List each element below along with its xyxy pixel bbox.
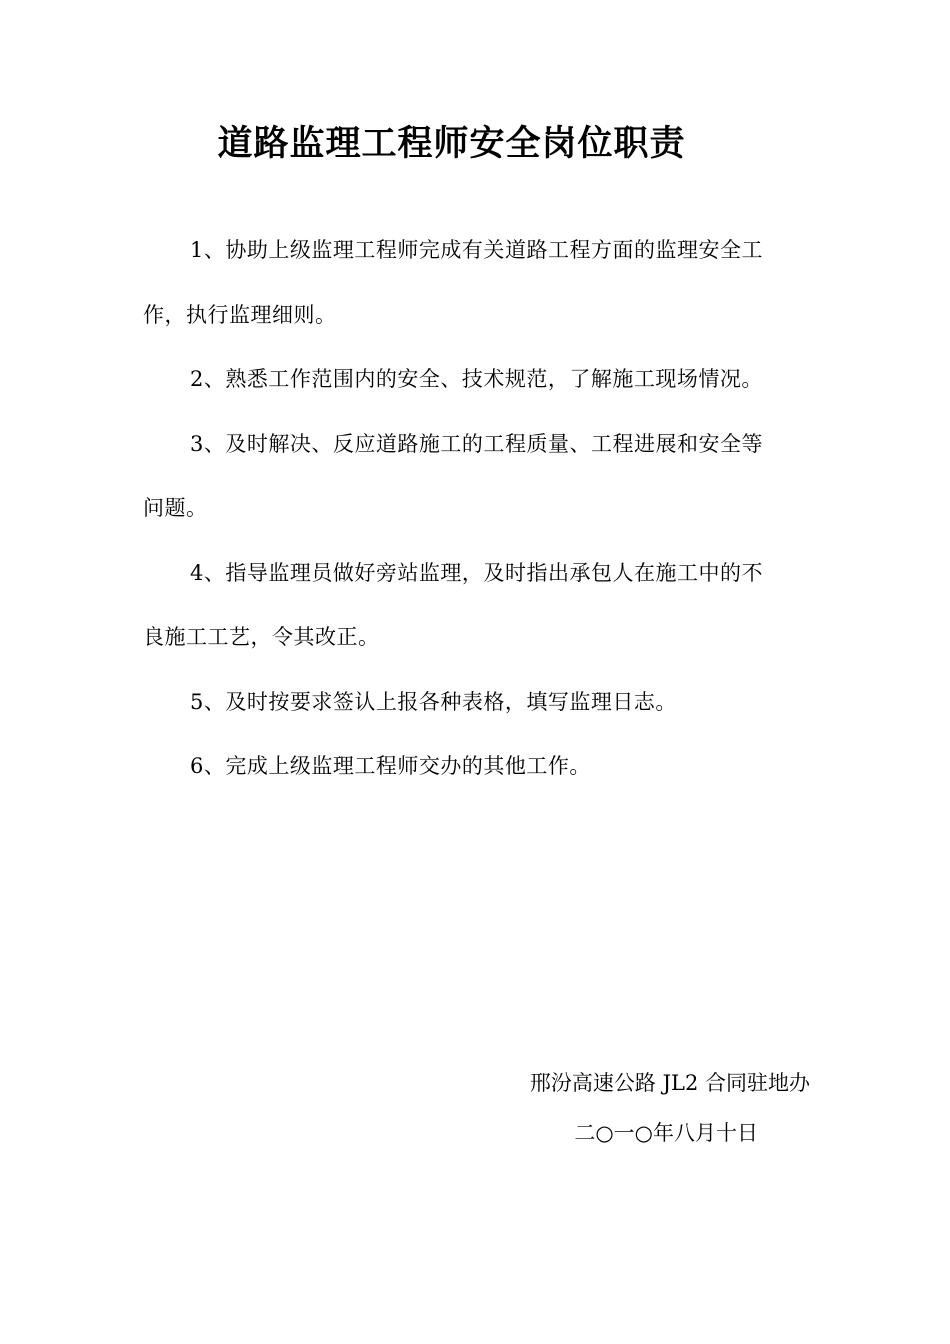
signature-date: 二○一○年八月十日 (574, 1121, 758, 1145)
duty-item-5: 5、及时按要求签认上报各种表格，填写监理日志。 (190, 689, 677, 714)
document-title: 道路监理工程师安全岗位职责 (217, 123, 686, 164)
duties-list (143, 218, 763, 799)
duty-item-6: 6、完成上级监理工程师交办的其他工作。 (190, 754, 591, 778)
duty-item-2: 2、熟悉工作范围内的安全、技术规范，了解施工现场情况。 (190, 367, 763, 391)
signature-organization: 邢汾高速公路 JL2 合同驻地办 (529, 1071, 810, 1095)
duty-item-4: 4、指导监理员做好旁站监理，及时指出承包人在施工中的不良施工工艺，令其改正。 (143, 560, 763, 649)
duty-item-1: 1、协助上级监理工程师完成有关道路工程方面的监理安全工作，执行监理细则。 (143, 238, 763, 327)
signature-block (490, 1058, 810, 1158)
duty-item-3: 3、及时解决、反应道路施工的工程质量、工程进展和安全等问题。 (143, 431, 763, 520)
